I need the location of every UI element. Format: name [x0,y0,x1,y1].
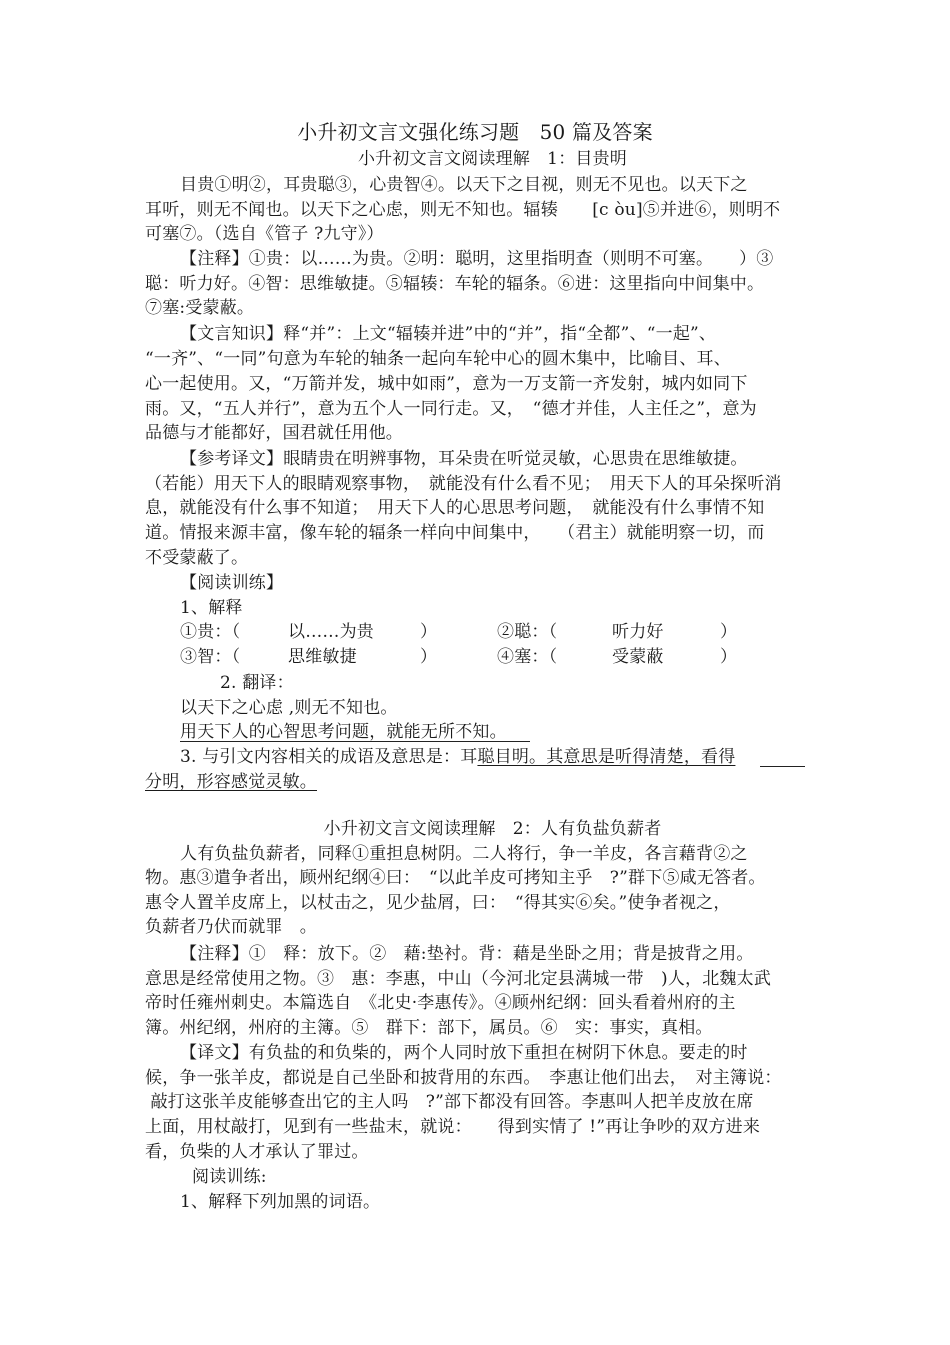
knowledge-line: 心一起使用。又，“万箭并发，城中如雨”，意为一万支箭一齐发射，城内如同下 [145,374,748,394]
explain-term: ①贵：（ [180,622,241,642]
question-1-label: 1、解释 [180,598,243,618]
paragraph-line: 目贵①明②，耳贵聪③，心贵智④。以天下之目视，则无不见也。以天下之 [180,175,748,195]
translation-line: 敲打这张羊皮能够查出它的主人吗 ?”部下都没有回答。李惠叫人把羊皮放在席 [145,1092,754,1112]
notes-line: 【注释】①贵：以……为贵。②明：聪明，这里指明查（则明不可塞。 ）③ [180,249,774,269]
explain-close: ） [420,647,438,667]
translation-line: （若能）用天下人的眼睛观察事物， 就能没有什么看不见； 用天下人的耳朵探听消 [145,474,782,494]
explain-term: ④塞：（ [497,647,558,667]
answer-underline [180,741,530,742]
paragraph-line: 人有负盐负薪者，同释①重担息树阴。二人将行，争一羊皮，各言藉背②之 [180,844,748,864]
translation-line: 【参考译文】眼睛贵在明辨事物，耳朵贵在听觉灵敏，心思贵在思维敏捷。 [180,449,748,469]
reading-practice-heading: 【阅读训练】 [180,573,284,593]
paragraph-line: 负薪者乃伏而就罪 。 [145,917,317,937]
explain-term: ②聪：（ [497,622,558,642]
section-1-heading: 小升初文言文阅读理解 1：目贵明 [357,149,627,169]
translate-question: 以天下之心虑 ,则无不知也。 [180,698,398,718]
idiom-answer: 聪目明。其意思是听得清楚，看得 [477,747,736,767]
explain-close: ） [420,622,438,642]
translation-line: 上面，用杖敲打，见到有一些盐末，就说： 得到实情了 !”再让争吵的双方进来 [145,1117,761,1137]
question-1-label: 1、解释下列加黑的词语。 [180,1192,381,1212]
explain-answer: 受蒙蔽 [612,647,664,667]
answer-underline [760,766,805,767]
paragraph-line: 耳听，则无不闻也。以天下之心虑，则无不知也。辐辏 [c òu]⑤并进⑥，则明不 [145,200,781,220]
notes-line: 簿。州纪纲，州府的主簿。⑤ 群下：部下，属员。⑥ 实：事实，真相。 [145,1018,713,1038]
idiom-question-prefix: 3. 与引文内容相关的成语及意思是：耳 [180,747,478,767]
idiom-answer-continued: 分明，形容感觉灵敏。 [145,772,317,792]
notes-line: ⑦塞:受蒙蔽。 [145,298,255,318]
paragraph-line: 可塞⑦。（选自《管子 ?九守》） [145,224,384,244]
knowledge-line: “一齐”、“一同”句意为车轮的轴条一起向车轮中心的圆木集中，比喻目、耳、 [145,349,731,369]
notes-line: 帝时任雍州刺史。本篇选自 《北史·李惠传》。④顾州纪纲：回头看着州府的主 [145,993,736,1013]
translation-line: 候，争一张羊皮，都说是自己坐卧和披背用的东西。 李惠让他们出去， 对主簿说： [145,1068,782,1088]
question-2-label: 2. 翻译： [220,673,294,693]
idiom-question-line [180,745,735,769]
translate-answer: 用天下人的心智思考问题，就能无所不知。 [180,722,507,742]
translation-line: 道。情报来源丰富，像车轮的辐条一样向中间集中， （君主）就能明察一切，而 [145,523,765,543]
translation-line: 看，负柴的人才承认了罪过。 [145,1142,369,1162]
explain-close: ） [720,647,738,667]
translation-line: 不受蒙蔽了。 [145,548,249,568]
reading-practice-heading: 阅读训练: [192,1167,267,1187]
knowledge-line: 【文言知识】释“并”：上文“辐辏并进”中的“并”，指“全都”、“一起”、 [180,324,717,344]
section-2-heading: 小升初文言文阅读理解 2：人有负盐负薪者 [323,819,662,839]
paragraph-line: 惠令人置羊皮席上，以杖击之，见少盐屑，曰： “得其实⑥矣。”使争者视之， [145,893,731,913]
translation-line: 息，就能没有什么事不知道； 用天下人的心思思考问题， 就能没有什么事情不知 [145,498,765,518]
knowledge-line: 品德与才能都好，国君就任用他。 [145,423,403,443]
translation-line: 【译文】有负盐的和负柴的，两个人同时放下重担在树阴下休息。要走的时 [180,1043,748,1063]
notes-line: 聪：听力好。④智：思维敏捷。⑤辐辏：车轮的辐条。⑥进：这里指向中间集中。 [145,274,765,294]
explain-term: ③智：（ [180,647,241,667]
explain-answer: 思维敏捷 [288,647,357,667]
document-title: 小升初文言文强化练习题 50 篇及答案 [297,120,653,144]
notes-line: 【注释】① 释：放下。② 藉:垫衬。背：藉是坐卧之用；背是披背之用。 [180,944,754,964]
paragraph-line: 物。惠③遣争者出，顾州纪纲④曰： “以此羊皮可拷知主乎 ?”群下⑤咸无答者。 [145,868,766,888]
explain-close: ） [720,622,738,642]
notes-line: 意思是经常使用之物。③ 惠：李惠，中山（今河北定县满城一带 )人，北魏太武 [145,969,772,989]
knowledge-line: 雨。又，“五人并行”，意为五个人一同行走。又， “德才并佳，人主任之”，意为 [145,399,757,419]
explain-answer: 以……为贵 [288,622,374,642]
explain-answer: 听力好 [612,622,664,642]
